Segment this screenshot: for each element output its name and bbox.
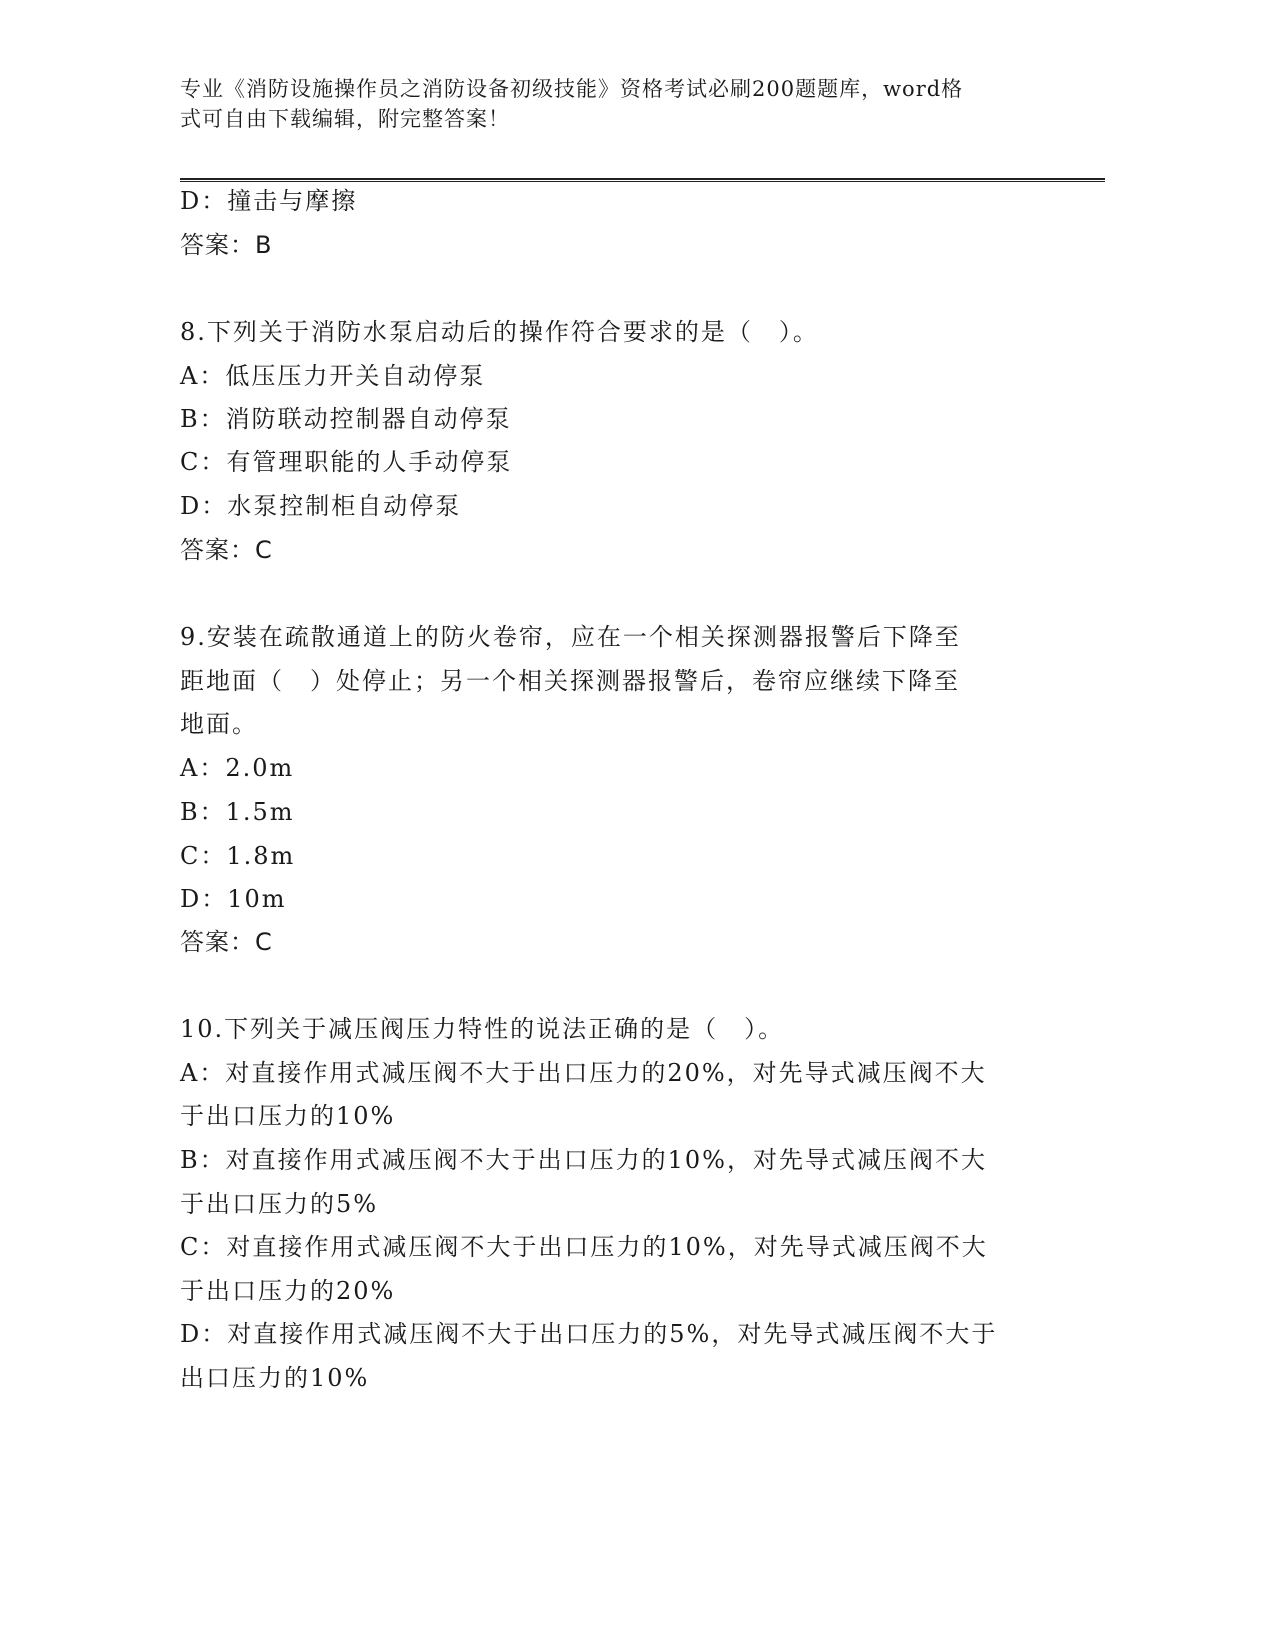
q9-option-a: A：2.0m — [180, 754, 295, 782]
q9-option-c: C：1.8m — [180, 842, 296, 870]
q8-option-c: C：有管理职能的人手动停泵 — [180, 448, 513, 476]
q10-option-c-line-1: C：对直接作用式减压阀不大于出口压力的10%，对先导式减压阀不大 — [180, 1233, 988, 1261]
q9-stem-line-3: 地面。 — [180, 710, 258, 738]
header-divider — [180, 178, 1105, 182]
prev-answer: 答案：B — [180, 231, 273, 259]
q10-option-d-line-2: 出口压力的10% — [180, 1364, 370, 1392]
q10-stem: 10.下列关于减压阀压力特性的说法正确的是（ ）。 — [180, 1015, 785, 1043]
header-line-1: 专业《消防设施操作员之消防设备初级技能》资格考试必刷200题题库，word格 — [180, 77, 964, 101]
q8-option-b: B：消防联动控制器自动停泵 — [180, 405, 512, 433]
q10-option-c-line-2: 于出口压力的20% — [180, 1277, 396, 1305]
q8-stem: 8.下列关于消防水泵启动后的操作符合要求的是（ ）。 — [180, 318, 819, 346]
q9-option-d: D：10m — [180, 885, 287, 913]
q10-option-d-line-1: D：对直接作用式减压阀不大于出口压力的5%，对先导式减压阀不大于 — [180, 1320, 998, 1348]
q9-answer: 答案：C — [180, 928, 273, 956]
q8-option-d: D：水泵控制柜自动停泵 — [180, 492, 462, 520]
q10-option-b-line-1: B：对直接作用式减压阀不大于出口压力的10%，对先导式减压阀不大 — [180, 1146, 987, 1174]
q8-answer: 答案：C — [180, 536, 273, 564]
document-header — [180, 74, 1060, 134]
q10-option-a-line-1: A：对直接作用式减压阀不大于出口压力的20%，对先导式减压阀不大 — [180, 1059, 987, 1087]
q10-option-b-line-2: 于出口压力的5% — [180, 1190, 379, 1218]
q9-option-b: B：1.5m — [180, 798, 295, 826]
q10-option-a-line-2: 于出口压力的10% — [180, 1102, 396, 1130]
q9-stem-line-2: 距地面（ ）处停止；另一个相关探测器报警后，卷帘应继续下降至 — [180, 667, 960, 695]
header-line-2: 式可自由下载编辑，附完整答案！ — [180, 107, 510, 131]
q9-stem-line-1: 9.安装在疏散通道上的防火卷帘，应在一个相关探测器报警后下降至 — [180, 623, 961, 651]
prev-option-d: D：撞击与摩擦 — [180, 187, 358, 215]
q8-option-a: A：低压压力开关自动停泵 — [180, 362, 486, 390]
